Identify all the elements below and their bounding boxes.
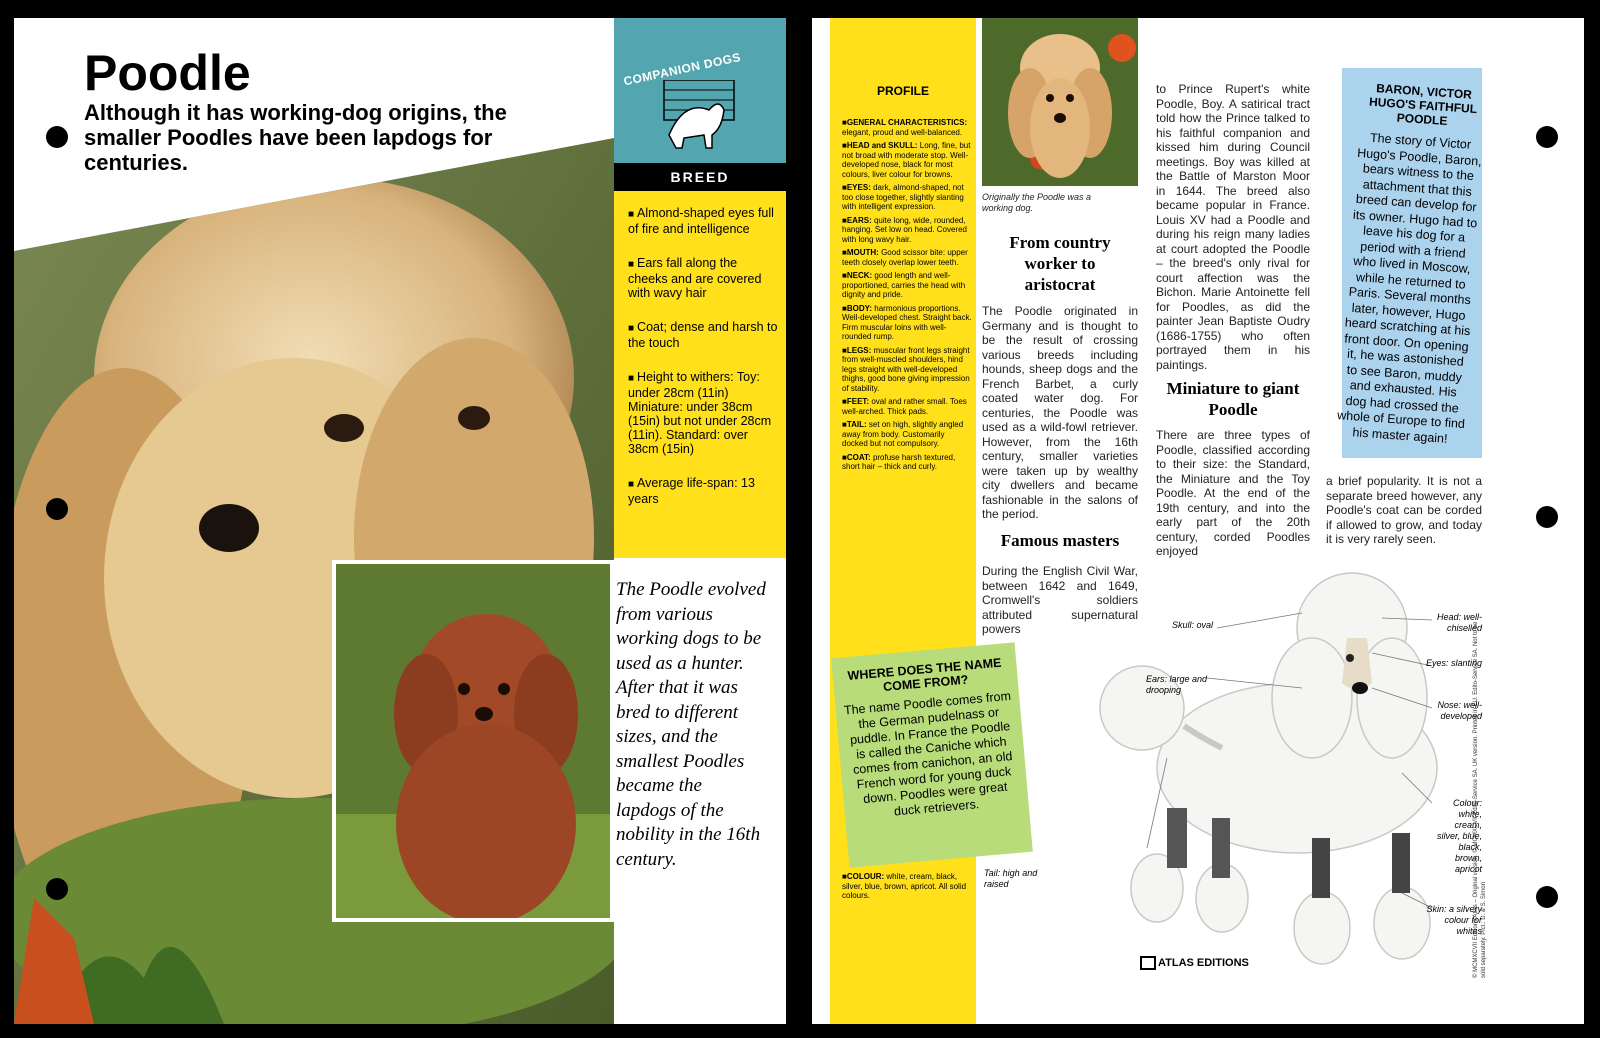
heading-miniature: Miniature to giant Poodle — [1166, 379, 1300, 419]
heading-masters: Famous masters — [1000, 531, 1120, 550]
text-miniature: There are three types of Poodle, classified according to their size: the Standard, the Miniature and the Toy Poodle. At the end of the 19th century, and into the early part of the 20th century, corded Poodles enjoyed — [1156, 428, 1310, 558]
label-ears: Ears: large and drooping — [1146, 674, 1208, 695]
label-skull: Skull: oval — [1172, 620, 1214, 630]
atlas-logo — [1140, 956, 1249, 970]
label-colour: Colour: white, cream, silver, blue, black, brown, apricot — [1436, 798, 1482, 874]
profile-column — [830, 18, 976, 1024]
profile-value: muscular front legs straight from well-muscled shoulders, hind legs straight with well-developed thighs, good bone giving impression of stability. — [842, 345, 970, 393]
profile-key: ■ BODY: — [842, 304, 872, 313]
profile-key: ■ LEGS: — [842, 346, 871, 355]
profile-colour — [842, 872, 972, 901]
profile-key: ■ MOUTH: — [842, 248, 879, 257]
page-subtitle: Although it has working-dog origins, the smaller Poodles have been lapdogs for centuries. — [84, 100, 507, 175]
label-tail: Tail: high and raised — [984, 868, 1038, 889]
profile-key: ■ COLOUR: — [842, 872, 884, 881]
profile-value: Long, fine, but not broad with moderate stop. Well-developed nose, black for most colours, liver colour for browns. — [842, 141, 971, 179]
binder-hole — [46, 126, 68, 148]
profile-value: profuse harsh textured, short hair – thick and curly. — [842, 452, 956, 471]
text-rupert: to Prince Rupert's white Poodle, Boy. A satirical tract told how the Prince talked to his faithful companion and kissed him during Council meetings. Boy was killed at the Battle of Marston Moor in 1644. The breed also became popular in France. Louis XV had a Poodle and during his reign many ladies at court adopted the Poodle – the breed's only rival for court affection was the Bichon. Marie Antoinette fell for Poodles, as did the painter Jean Baptiste Oudry (1686-1755) who often portrayed them in his paintings. — [1156, 82, 1310, 372]
fact-item: ■ Average life-span: 13 years — [628, 476, 778, 506]
label-head: Head: well-chiselled — [1436, 612, 1482, 633]
breed-facts — [628, 206, 778, 526]
profile-item — [842, 118, 972, 137]
profile-value: Good scissor bite: upper teeth closely overlap lower teeth. — [842, 248, 968, 267]
profile-value: white, cream, black, silver, blue, brown, apricot. All solid colours. — [842, 872, 967, 900]
baron-sidebar — [1336, 68, 1483, 458]
label-skin: Skin: a silvery colour for whites — [1426, 904, 1482, 936]
fact-item: ■ Coat; dense and harsh to the touch — [628, 320, 778, 350]
binder-hole — [46, 878, 68, 900]
profile-value: set on high, slightly angled away from body. Customarily docked but not compulsory. — [842, 420, 964, 448]
profile-value: good length and well-proportioned, carries the head with dignity and pride. — [842, 271, 966, 299]
profile-key: ■ GENERAL CHARACTERISTICS: — [842, 118, 967, 127]
profile-value: harmonious proportions. Well-developed chest. Straight back. Firm muscular loins with well-rounded rump. — [842, 303, 972, 341]
baron-title: BARON, VICTOR HUGO'S FAITHFUL POODLE — [1368, 81, 1478, 129]
name-origin-title: WHERE DOES THE NAME COME FROM? — [847, 655, 1002, 694]
puppy-illustration — [336, 564, 614, 922]
profile-list — [842, 118, 972, 476]
text-country: The Poodle originated in Germany and is thought to be the result of crossing various breeds including hounds, sheep dogs and the French Barbet, a curly coated water dog. For centuries, the Poodle was used as a wild-fowl retriever. However, from the 16th century, smaller varieties were taken up by wealthy city dwellers and became fashionable in the salons of the period. — [982, 304, 1138, 521]
name-origin-text: The name Poodle comes from the German pudelnass or puddle. In France the Poodle is called the Caniche which comes from canichon, an old French word for young duck down. Poodles were great duck retrievers. — [843, 688, 1013, 819]
profile-key: ■ COAT: — [842, 453, 871, 462]
fact-item: ■ Almond-shaped eyes full of fire and intelligence — [628, 206, 778, 236]
profile-item — [842, 453, 972, 472]
profile-key: ■ FEET: — [842, 397, 869, 406]
profile-value: oval and rather small. Toes well-arched. Thick pads. — [842, 397, 967, 416]
text-masters: During the English Civil War, between 1642 and 1649, Cromwell's soldiers attributed supernatural powers — [982, 564, 1138, 636]
binder-hole — [1536, 126, 1558, 148]
binder-hole — [1536, 506, 1558, 528]
profile-item — [842, 271, 972, 300]
atlas-box-icon — [1140, 956, 1156, 970]
profile-key: ■ TAIL: — [842, 420, 867, 429]
puppy-photo — [332, 560, 614, 922]
category-label: COMPANION DOGS — [622, 49, 743, 89]
baron-text: The story of Victor Hugo's Poodle, Baron, bears witness to the attachment that this breed can develop for its owner. Hugo had to leave his dog for a period with a friend who lived in Moscow, while he returned to Paris. Several months later, however, Hugo heard scratching at his front door. On opening it, he was astonished to see Baron, muddy and exhausted. His dog had crossed the whole of Europe to find his master again! — [1336, 130, 1483, 446]
category-box — [614, 18, 786, 163]
page-title: Poodle — [84, 45, 251, 101]
profile-key: ■ HEAD and SKULL: — [842, 141, 918, 150]
profile-value: elegant, proud and well-balanced. — [842, 127, 963, 137]
right-page — [812, 18, 1584, 1024]
fact-item: ■ Ears fall along the cheeks and are covered with wavy hair — [628, 256, 778, 300]
profile-value: dark, almond-shaped, not too close together, slightly slanting with intelligent expression. — [842, 183, 964, 211]
binder-hole — [1536, 886, 1558, 908]
left-page — [14, 18, 786, 1024]
breed-bar: BREED — [614, 163, 786, 191]
text-popularity: a brief popularity. It is not a separate breed however, any Poodle's coat can be corded if allowed to grow, and today it is very rarely seen. — [1326, 474, 1482, 546]
profile-item — [842, 248, 972, 267]
profile-item — [842, 183, 972, 212]
dog-sketch-icon — [654, 80, 744, 150]
profile-item — [842, 216, 972, 245]
profile-key: ■ EYES: — [842, 183, 871, 192]
italic-blurb: The Poodle evolved from various working dogs to be used as a hunter. After that it was bred to different sizes, and the smallest Poodles became the lapdogs of the nobility in the 16th century. — [616, 579, 766, 870]
name-origin-box — [831, 642, 1033, 867]
profile-title: PROFILE — [876, 84, 929, 98]
photo-caption: Originally the Poodle was a working dog. — [982, 192, 1092, 213]
profile-item — [842, 397, 972, 416]
profile-value: quite long, wide, rounded, hanging. Set low on head. Covered with long wavy hair. — [842, 215, 967, 244]
heading-country: From country worker to aristocrat — [1009, 233, 1111, 294]
binder-hole — [46, 498, 68, 520]
profile-item — [842, 141, 972, 179]
working-dog-photo — [982, 18, 1138, 186]
fact-item: ■ Height to withers: Toy: under 28cm (11in) Miniature: under 38cm (15in) but not under 28cm (11in). Standard: over 38cm (15in) — [628, 370, 778, 456]
apricot-poodle-illustration — [982, 18, 1138, 186]
profile-item — [842, 346, 972, 394]
profile-item — [842, 420, 972, 449]
profile-key: ■ NECK: — [842, 271, 872, 280]
profile-key: ■ EARS: — [842, 216, 872, 225]
label-nose: Nose: well-developed — [1437, 700, 1482, 721]
profile-item — [842, 304, 972, 342]
credits-text: © MCMXCVII Editions Atlas – Original version. © MCMXCVII Edito-Service SA. UK version. Printed in EU. Edito-Service SA. Not to be sold separately. Pict.: D. & S. Simon — [1473, 621, 1487, 978]
label-eyes: Eyes: slanting — [1425, 658, 1482, 668]
atlas-text: ATLAS EDITIONS — [1158, 956, 1249, 969]
